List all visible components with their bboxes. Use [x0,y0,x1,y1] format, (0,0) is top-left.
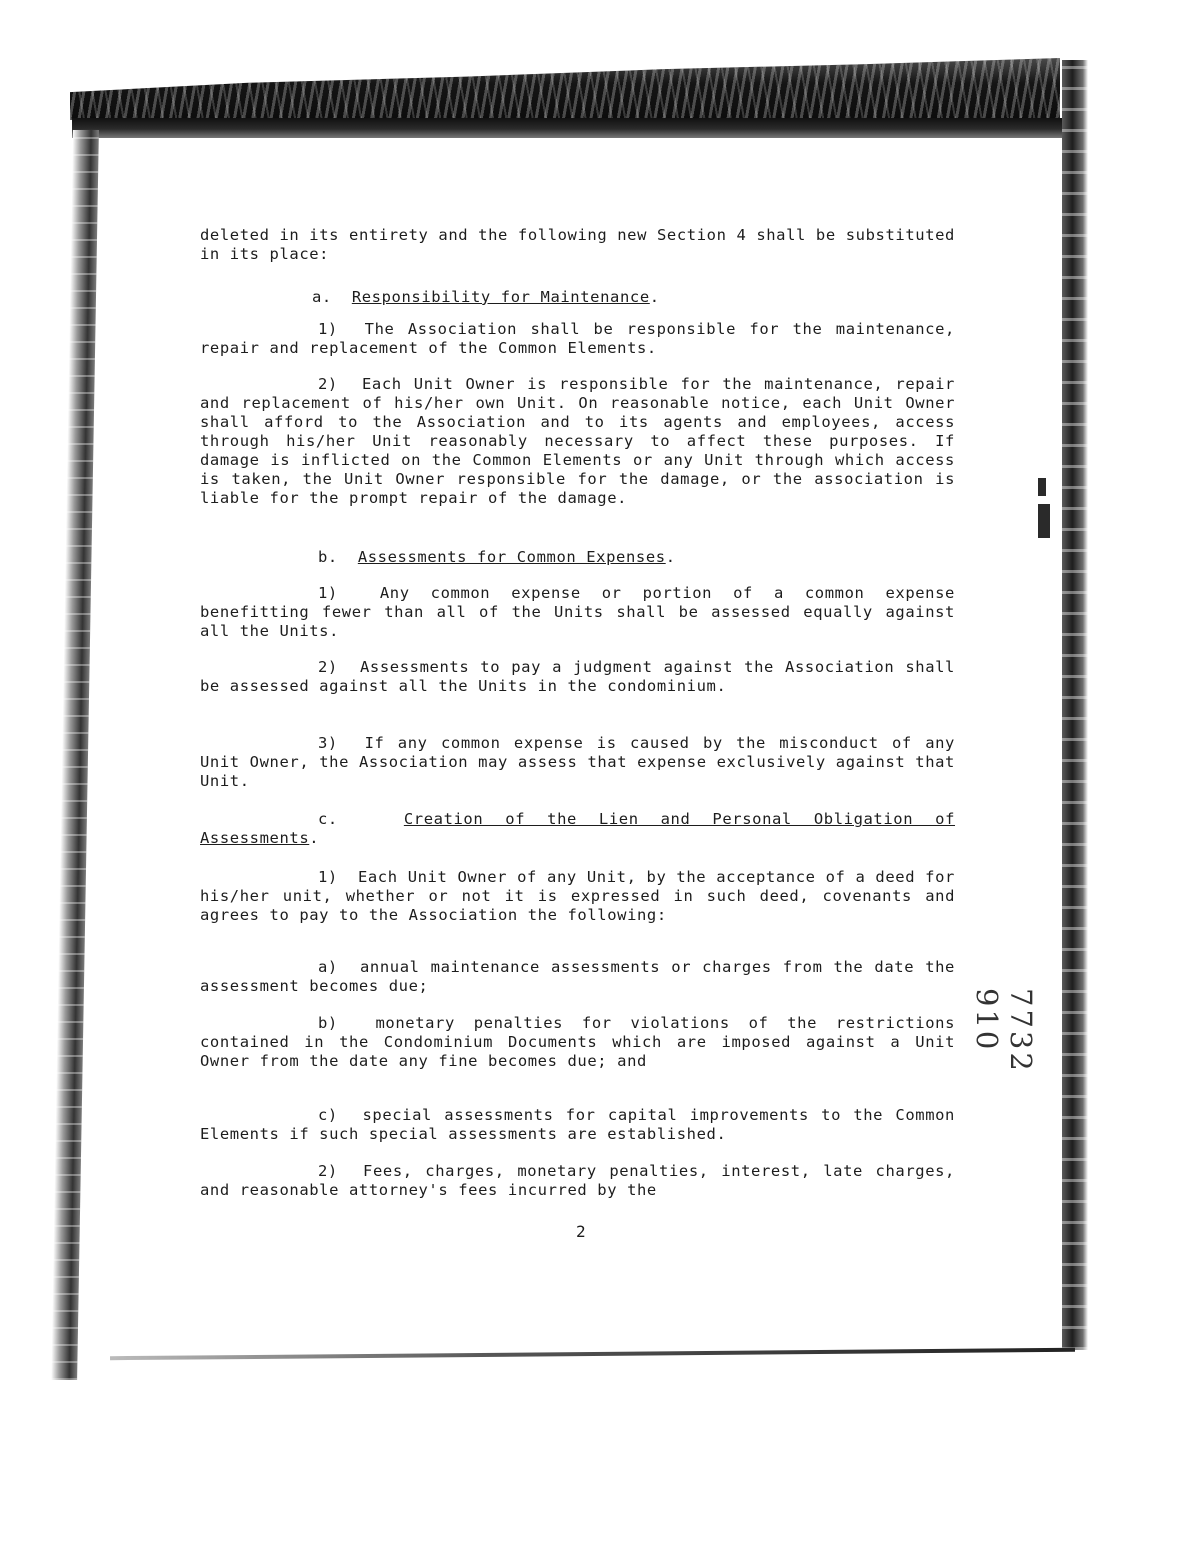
recording-stamp [958,988,1038,1158]
section-c-item-b: b) monetary penalties for violations of the restrictions contained in the Condominium Documents which are imposed against a Unit Owner from the date any fine becomes due; and [200,1014,955,1070]
section-c-paragraph-2: 2) Fees, charges, monetary penalties, interest, late charges, and reasonable attorney's fees incurred by the [200,1162,955,1199]
section-a-heading: a. Responsibility for Maintenance. [312,288,660,306]
section-b-heading: b. Assessments for Common Expenses. [318,548,676,566]
recording-book-number: 7732 [1004,988,1038,1074]
section-c-item-c: c) special assessments for capital improvements to the Common Elements if such special assessments are established. [200,1106,955,1143]
page-number: 2 [576,1222,586,1241]
recording-page-number: 910 [970,988,1004,1053]
section-c-heading: c. Creation of the Lien and Personal Obligation of Assessments. [200,810,956,847]
section-b-paragraph-3: 3) If any common expense is caused by the misconduct of any Unit Owner, the Association may assess that expense exclusively against that Unit. [200,734,955,790]
margin-mark [1038,504,1050,538]
margin-mark [1038,478,1046,496]
scan-bottom-edge [110,1348,1075,1360]
intro-paragraph: deleted in its entirety and the following new Section 4 shall be substituted in its place: [200,226,955,263]
scan-top-bar [72,118,1062,138]
section-a-paragraph-2: 2) Each Unit Owner is responsible for the maintenance, repair and replacement of his/her own Unit. On reasonable notice, each Unit Owner shall afford to the Association and to its agents and employees, access through his/her Unit reasonably necessary to affect these purposes. If damage is inflicted on the Common Elements or any Unit through which access is taken, the Unit Owner responsible for the damage, or the association is liable for the prompt repair of the damage. [200,375,955,507]
section-c-item-a: a) annual maintenance assessments or charges from the date the assessment becomes due; [200,958,955,995]
section-a-paragraph-1: 1) The Association shall be responsible for the maintenance, repair and replacement of the Common Elements. [200,320,955,357]
scan-top-edge [70,58,1060,120]
scan-right-edge [1062,60,1088,1350]
section-b-paragraph-1: 1) Any common expense or portion of a common expense benefitting fewer than all of the Units shall be assessed equally against all the Units. [200,584,955,640]
section-c-paragraph-1: 1) Each Unit Owner of any Unit, by the acceptance of a deed for his/her unit, whether or not it is expressed in such deed, covenants and agrees to pay to the Association the following: [200,868,955,924]
scan-left-edge [51,130,99,1380]
section-b-paragraph-2: 2) Assessments to pay a judgment against the Association shall be assessed against all the Units in the condominium. [200,658,955,695]
